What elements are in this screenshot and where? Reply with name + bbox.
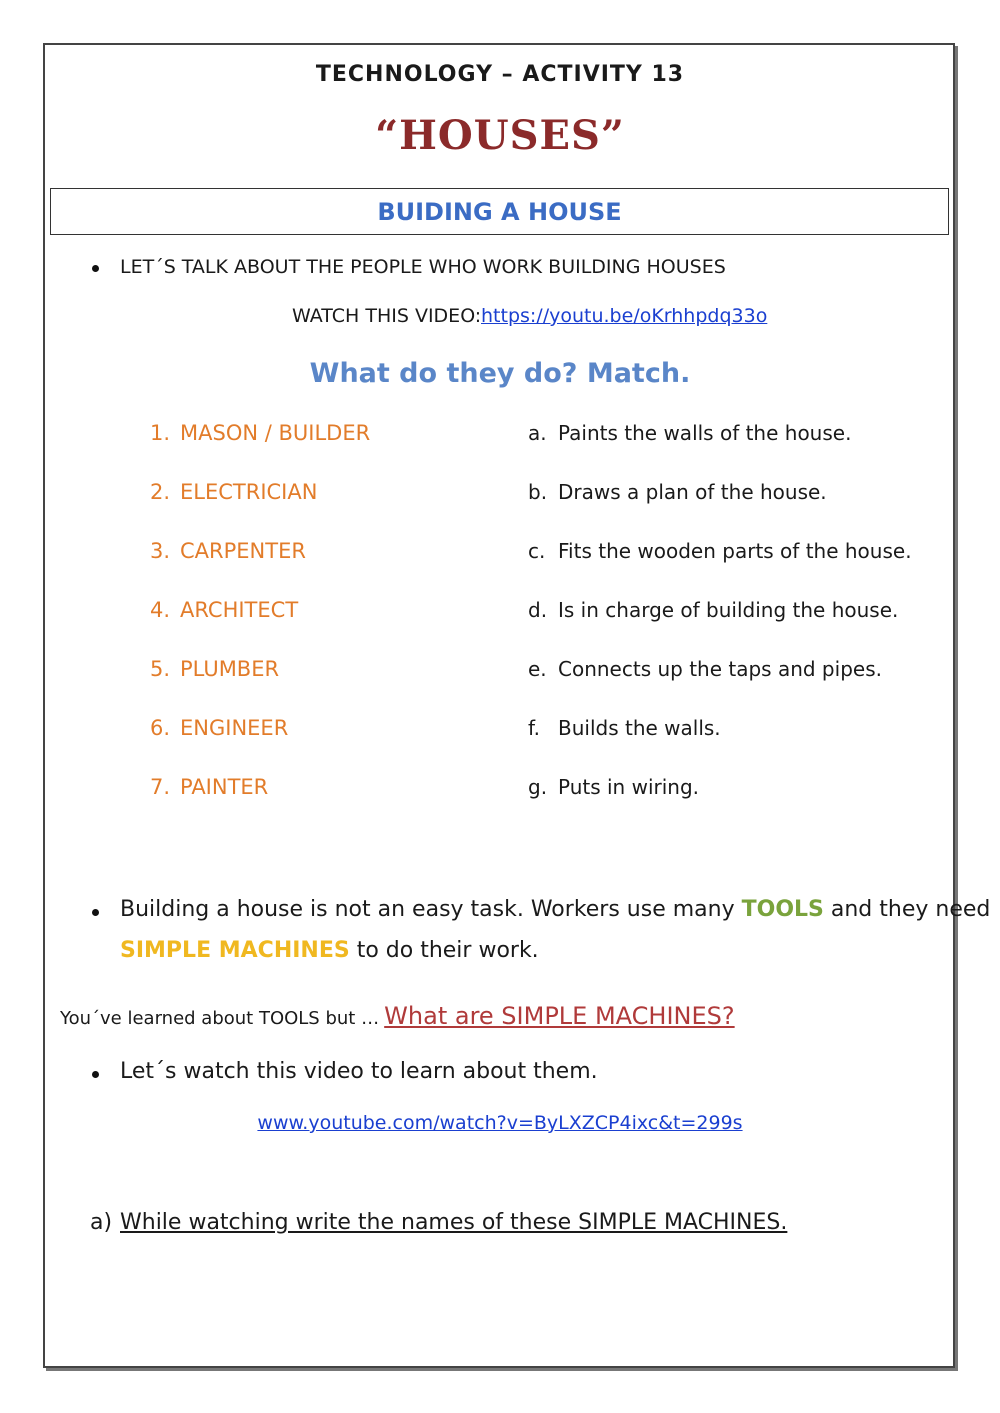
job-number: 1.	[150, 421, 171, 445]
description-item[interactable]	[528, 775, 699, 799]
job-label: ELECTRICIAN	[180, 480, 318, 504]
task-a	[90, 1210, 787, 1235]
job-item[interactable]	[150, 480, 317, 504]
machines-text-start: Building a house is not an easy task. Workers use many	[120, 897, 742, 922]
activity-title: TECHNOLOGY – ACTIVITY 13	[315, 62, 685, 87]
description-item[interactable]	[528, 657, 882, 681]
machines-text-end: and they need	[823, 897, 991, 922]
description-letter: g.	[528, 775, 548, 799]
job-item[interactable]	[150, 598, 298, 622]
description-item[interactable]	[528, 598, 898, 622]
job-number: 6.	[150, 716, 171, 740]
description-text: Puts in wiring.	[558, 775, 700, 799]
job-item[interactable]	[150, 421, 370, 445]
video-link-1[interactable]: https://youtu.be/oKrhhpdq33o	[481, 305, 768, 327]
description-text: Paints the walls of the house.	[558, 421, 852, 445]
job-number: 5.	[150, 657, 171, 681]
bullet-icon	[92, 265, 99, 272]
video-link-2[interactable]: www.youtube.com/watch?v=ByLXZCP4ixc&t=299s	[257, 1112, 743, 1134]
job-number: 2.	[150, 480, 171, 504]
job-number: 7.	[150, 775, 171, 799]
learned-text: You´ve learned about TOOLS but …	[60, 1008, 380, 1029]
machines-paragraph-line1	[120, 897, 990, 922]
video-label: WATCH THIS VIDEO:	[292, 305, 482, 327]
machines-paragraph-line2	[120, 938, 539, 963]
section-header-box	[50, 188, 949, 235]
description-text: Fits the wooden parts of the house.	[558, 539, 912, 563]
description-letter: e.	[528, 657, 547, 681]
job-item[interactable]	[150, 775, 268, 799]
job-number: 4.	[150, 598, 171, 622]
job-label: MASON / BUILDER	[180, 421, 371, 445]
machines-text-line2: to do their work.	[349, 938, 539, 963]
task-letter: a)	[90, 1210, 113, 1235]
description-letter: d.	[528, 598, 548, 622]
section-title: BUIDING A HOUSE	[377, 197, 622, 226]
description-item[interactable]	[528, 716, 721, 740]
job-label: ENGINEER	[180, 716, 289, 740]
job-item[interactable]	[150, 716, 288, 740]
job-number: 3.	[150, 539, 171, 563]
bullet-icon	[92, 909, 99, 916]
description-letter: b.	[528, 480, 548, 504]
description-text: Connects up the taps and pipes.	[558, 657, 882, 681]
simple-machines-word: SIMPLE MACHINES	[120, 938, 350, 963]
job-item[interactable]	[150, 657, 279, 681]
task-text: While watching write the names of these SIMPLE MACHINES.	[120, 1210, 788, 1235]
job-item[interactable]	[150, 539, 306, 563]
learned-line	[60, 1002, 735, 1030]
description-item[interactable]	[528, 539, 912, 563]
description-letter: c.	[528, 539, 546, 563]
description-letter: f.	[528, 716, 540, 740]
job-label: PLUMBER	[180, 657, 280, 681]
bullet-icon	[92, 1071, 99, 1078]
job-label: PAINTER	[180, 775, 269, 799]
description-item[interactable]	[528, 480, 827, 504]
job-label: ARCHITECT	[180, 598, 299, 622]
description-letter: a.	[528, 421, 547, 445]
tools-word: TOOLS	[741, 897, 824, 922]
watch-text: Let´s watch this video to learn about them.	[120, 1059, 598, 1084]
simple-machines-question: What are SIMPLE MACHINES?	[384, 1002, 735, 1030]
intro-bullet-text: LET´S TALK ABOUT THE PEOPLE WHO WORK BUILDING HOUSES	[120, 256, 726, 278]
match-heading: What do they do? Match.	[309, 358, 691, 389]
job-label: CARPENTER	[180, 539, 306, 563]
video-link-2-wrapper	[0, 1112, 1000, 1134]
description-item[interactable]	[528, 421, 851, 445]
description-text: Is in charge of building the house.	[558, 598, 899, 622]
description-text: Draws a plan of the house.	[558, 480, 827, 504]
description-text: Builds the walls.	[558, 716, 721, 740]
page-border	[43, 43, 955, 1368]
main-title: “HOUSES”	[375, 112, 625, 159]
